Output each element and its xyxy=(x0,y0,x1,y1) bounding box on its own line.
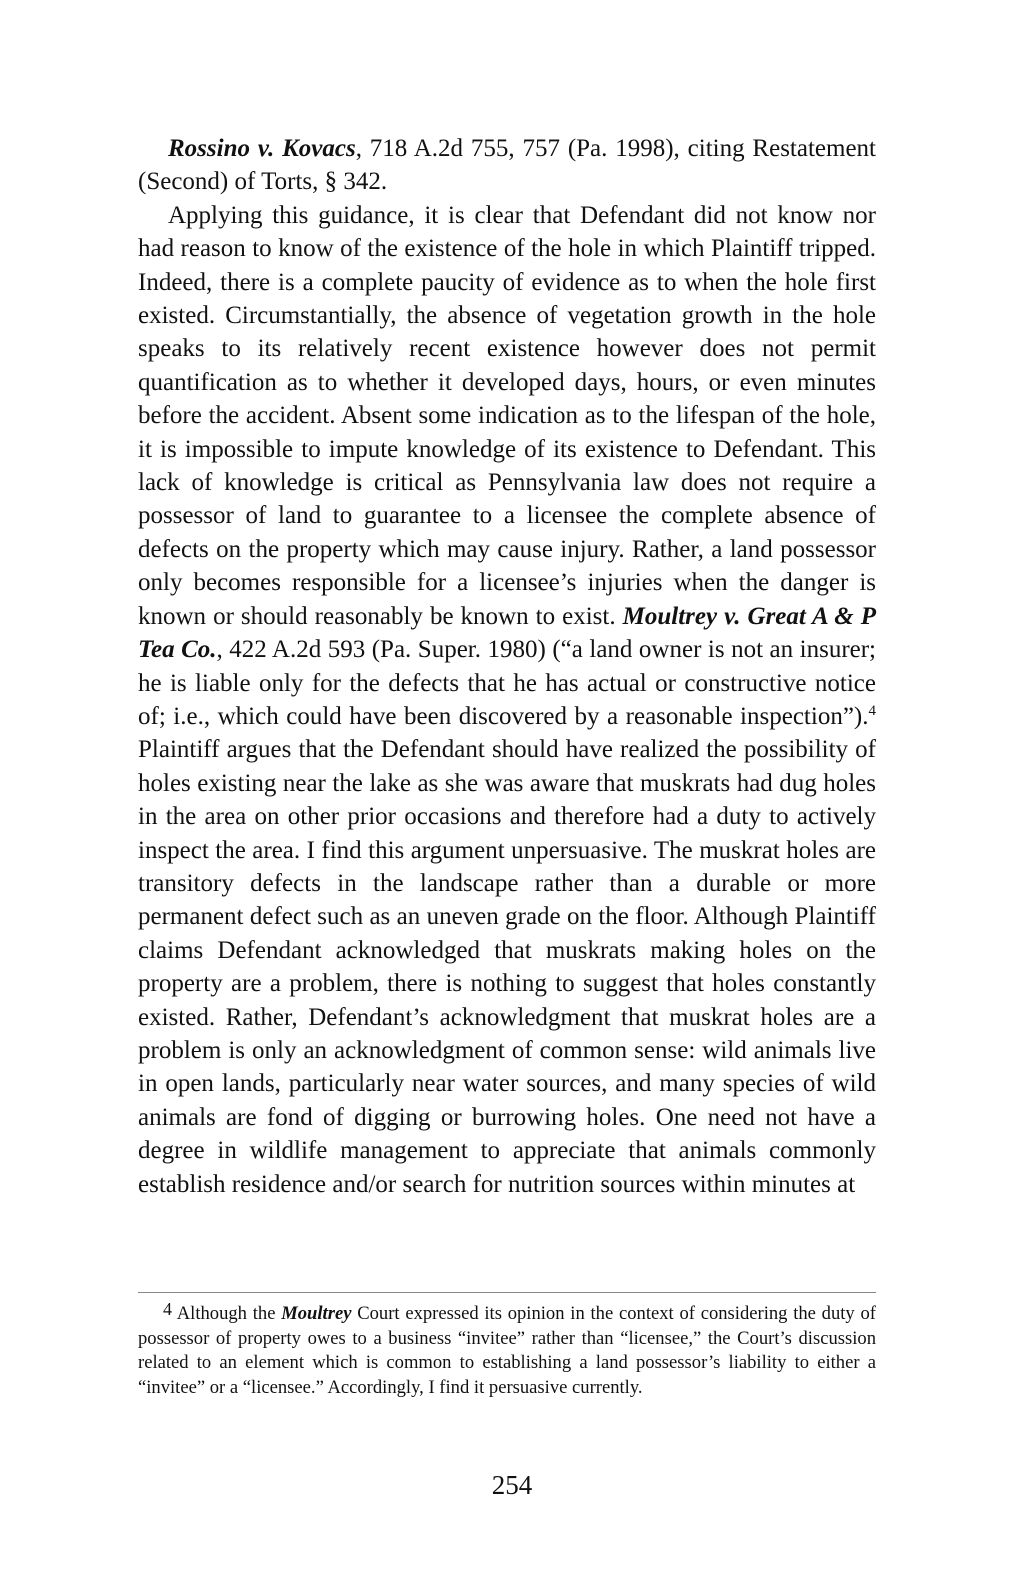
footnote-number: 4 xyxy=(163,1299,172,1319)
footnote-divider xyxy=(138,1292,876,1293)
paragraph-citation xyxy=(138,132,876,199)
main-text xyxy=(138,132,876,1201)
case-name-moultrey: Moultrey v. Great A & P Tea Co. xyxy=(138,602,877,664)
footnote-text-a: Although the xyxy=(172,1303,282,1324)
case-name-rossino: Rossino v. Kovacs xyxy=(168,135,356,162)
footnote-case-name: Moultrey xyxy=(281,1303,352,1324)
analysis-text-a: Applying this guidance, it is clear that Defendant did not know nor had reason to know of the existence of the hole in which Plaintiff tripped. Indeed, there is a complete paucity of evidence as to when the hole first existed. Circumstantially, the absence of vegetation growth in the hole speaks to its relatively recent existence however does not permit quantification as to whether it developed days, hours, or even minutes before the accident. Absent some indication as to the lifespan of the hole, it is impossible to impute knowledge of its existence to Defendant. This lack of knowledge is critical as Pennsylvania law does not require a possessor of land to guarantee to a licensee the complete absence of defects on the property which may cause injury. Rather, a land possessor only becomes responsible for a licensee’s injuries when the danger is known or should reasonably be known to exist. xyxy=(138,201,876,630)
footnote xyxy=(138,1299,876,1400)
footnote-text-b: Court expressed its opinion in the context of considering the duty of possessor of property owes to a business “invitee” rather than “licensee,” the Court’s discussion related to an element which is common to establishing a land possessor’s liability to either a “invitee” or a “licensee.” Accordingly, I find it persuasive currently. xyxy=(138,1303,876,1398)
analysis-text-c: Plaintiff argues that the Defendant should have realized the possibility of holes existing near the lake as she was aware that muskrats had dug holes in the area on other prior occasions and therefore had a duty to actively inspect the area. I find this argument unpersuasive. The muskrat holes are transitory defects in the landscape rather than a durable or more permanent defect such as an uneven grade on the floor. Although Plaintiff claims Defendant acknowledged that muskrats making holes on the property are a problem, there is nothing to suggest that holes constantly existed. Rather, Defendant’s acknowledgment that muskrat holes are a problem is only an acknowledgment of common sense: wild animals live in open lands, particularly near water sources, and many species of wild animals are fond of digging or burrowing holes. One need not have a degree in wildlife management to appreciate that animals commonly establish residence and/or search for nutrition sources within minutes at xyxy=(138,736,876,1198)
analysis-text-b: , 422 A.2d 593 (Pa. Super. 1980) (“a land owner is not an insurer; he is liable only for the defects that he has actual or constructive notice of; i.e., which could have been discovered by a reasonable inspection”). xyxy=(138,636,877,730)
footnote-reference: 4 xyxy=(868,702,876,719)
citation-text: , 718 A.2d 755, 757 (Pa. 1998), citing Restatement (Second) of Torts, § 342. xyxy=(138,135,876,196)
page-number: 254 xyxy=(491,1470,533,1500)
body-text xyxy=(138,132,876,1201)
paragraph-analysis xyxy=(138,199,876,1201)
